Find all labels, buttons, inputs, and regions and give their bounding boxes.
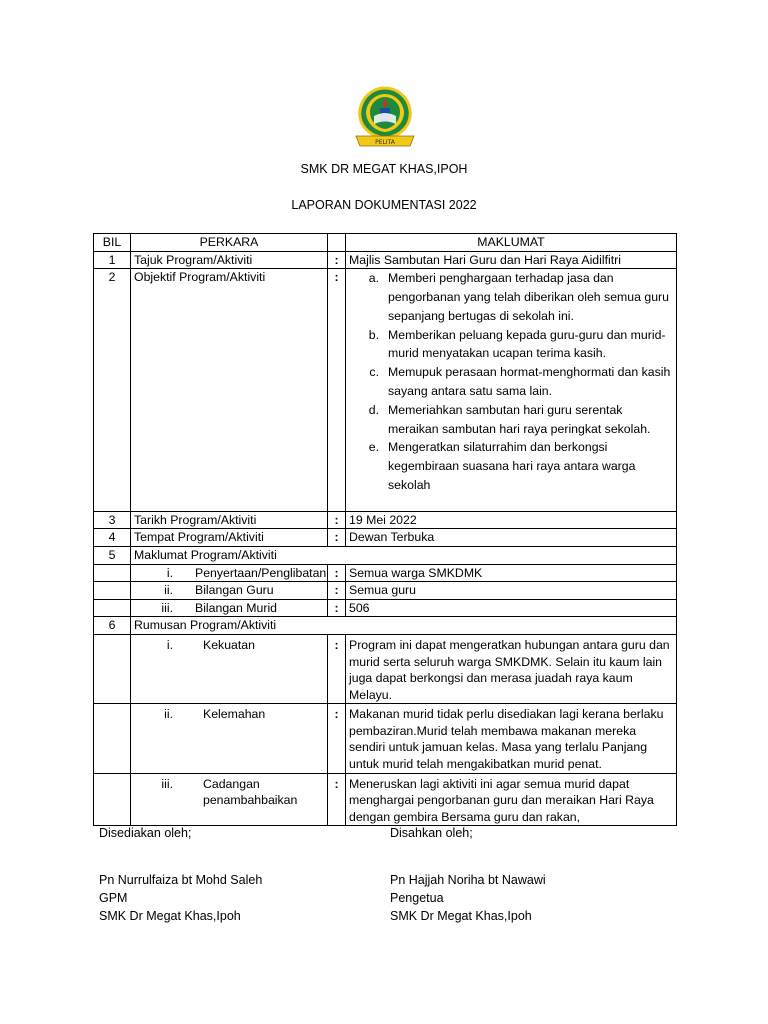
row-value: Majlis Sambutan Hari Guru dan Hari Raya Aidilfitri [346, 251, 677, 269]
approved-block [390, 871, 546, 925]
row-label: Maklumat Program/Aktiviti [131, 546, 677, 564]
row-value: Meneruskan lagi aktiviti ini agar semua murid dapat menghargai pengorbanan guru dan meraikan Hari Raya dengan gembira Bersama guru dan rakan, [346, 773, 677, 826]
row-number: 3 [94, 511, 131, 529]
table-row [94, 564, 677, 582]
prepared-school: SMK Dr Megat Khas,Ipoh [99, 909, 241, 923]
table-row [94, 617, 677, 635]
row-colon: : [328, 634, 346, 703]
row-value: Semua warga SMKDMK [346, 564, 677, 582]
logo-motto: PELITA [375, 139, 395, 146]
row-colon: : [328, 599, 346, 617]
row-colon: : [328, 529, 346, 547]
prepared-name: Pn Nurrulfaiza bt Mohd Saleh [99, 873, 263, 887]
sub-number: ii. [164, 583, 173, 598]
objectives-list [349, 269, 673, 495]
sub-label: Kelemahan [203, 707, 266, 722]
school-crest-logo [352, 86, 418, 150]
sub-label: Kekuatan [203, 637, 255, 652]
list-item: b. Memberikan peluang kepada guru-guru dan murid-murid menyatakan ucapan terima kasih. [368, 327, 666, 361]
sub-number: i. [166, 637, 173, 652]
row-colon: : [328, 251, 346, 269]
table-row [94, 511, 677, 529]
table-row [94, 704, 677, 773]
row-colon: : [328, 564, 346, 582]
sub-label: Penyertaan/Penglibatan [195, 565, 327, 580]
objectives-cell [346, 269, 677, 512]
list-item: c. Memupuk perasaan hormat-menghormati dan kasih sayang antara satu sama lain. [369, 365, 671, 398]
approved-school: SMK Dr Megat Khas,Ipoh [390, 909, 532, 923]
header-maklumat: MAKLUMAT [346, 234, 677, 252]
sub-label: Bilangan Murid [195, 600, 278, 615]
row-colon: : [328, 773, 346, 826]
row-value: 19 Mei 2022 [346, 511, 677, 529]
table-row [94, 634, 677, 703]
list-item: d. Memeriahkan sambutan hari guru serentak meraikan sambutan hari raya peringkat sekolah. [368, 402, 651, 436]
row-value: 506 [346, 599, 677, 617]
report-table [93, 233, 677, 826]
row-colon: : [328, 269, 346, 512]
row-label: Rumusan Program/Aktiviti [131, 617, 677, 635]
table-header-row [94, 234, 677, 252]
row-value: Semua guru [346, 582, 677, 600]
row-value: Makanan murid tidak perlu disediakan lagi kerana berlaku pembaziran.Murid telah membawa makanan mereka sendiri untuk jamuan kelas. Masa yang terlalu Panjang untuk murid telah mengakibatkan murid penat. [346, 704, 677, 773]
approved-position: Pengetua [390, 891, 444, 905]
row-label: Tempat Program/Aktiviti [131, 529, 328, 547]
header-bil: BIL [94, 234, 131, 252]
row-label: Objektif Program/Aktiviti [131, 269, 328, 512]
row-colon: : [328, 704, 346, 773]
prepared-label: Disediakan oleh; [99, 826, 192, 840]
sub-number: i. [166, 565, 173, 580]
school-name: SMK DR MEGAT KHAS,IPOH [300, 162, 468, 176]
sub-number: ii. [164, 707, 173, 722]
row-value: Program ini dapat mengeratkan hubungan antara guru dan murid serta seluruh warga SMKDMK. Selain itu kaum lain juga dapat berkongsi dan merasa juadah raya kaum Melayu. [346, 634, 677, 703]
list-item: e. Mengeratkan silaturrahim dan berkongsi kegembiraan suasana hari raya antara warga sekolah [368, 440, 636, 492]
sub-number: iii. [161, 600, 173, 615]
row-number: 1 [94, 251, 131, 269]
approved-name: Pn Hajjah Noriha bt Nawawi [390, 873, 546, 887]
row-number: 6 [94, 617, 131, 635]
prepared-position: GPM [99, 891, 128, 905]
row-number: 4 [94, 529, 131, 547]
row-colon: : [328, 511, 346, 529]
header-perkara: PERKARA [131, 234, 328, 252]
sub-number: iii. [161, 776, 173, 791]
prepared-block [99, 871, 262, 925]
row-value: Dewan Terbuka [346, 529, 677, 547]
row-number: 5 [94, 546, 131, 564]
sub-label: Bilangan Guru [195, 583, 274, 598]
table-row [94, 773, 677, 826]
header-colon [328, 234, 346, 252]
row-colon: : [328, 582, 346, 600]
table-row [94, 599, 677, 617]
row-label: Tarikh Program/Aktiviti [131, 511, 328, 529]
table-row [94, 251, 677, 269]
table-row [94, 546, 677, 564]
approved-label: Disahkan oleh; [390, 826, 473, 840]
sub-label: Cadangan penambahbaikan [203, 776, 298, 808]
row-number: 2 [94, 269, 131, 512]
table-row [94, 269, 677, 512]
table-row [94, 582, 677, 600]
report-title: LAPORAN DOKUMENTASI 2022 [291, 198, 477, 212]
row-label: Tajuk Program/Aktiviti [131, 251, 328, 269]
list-item: a. Memberi penghargaan terhadap jasa dan pengorbanan yang telah diberikan oleh semua guru sepanjang bertugas di sekolah ini. [368, 271, 669, 323]
table-row [94, 529, 677, 547]
